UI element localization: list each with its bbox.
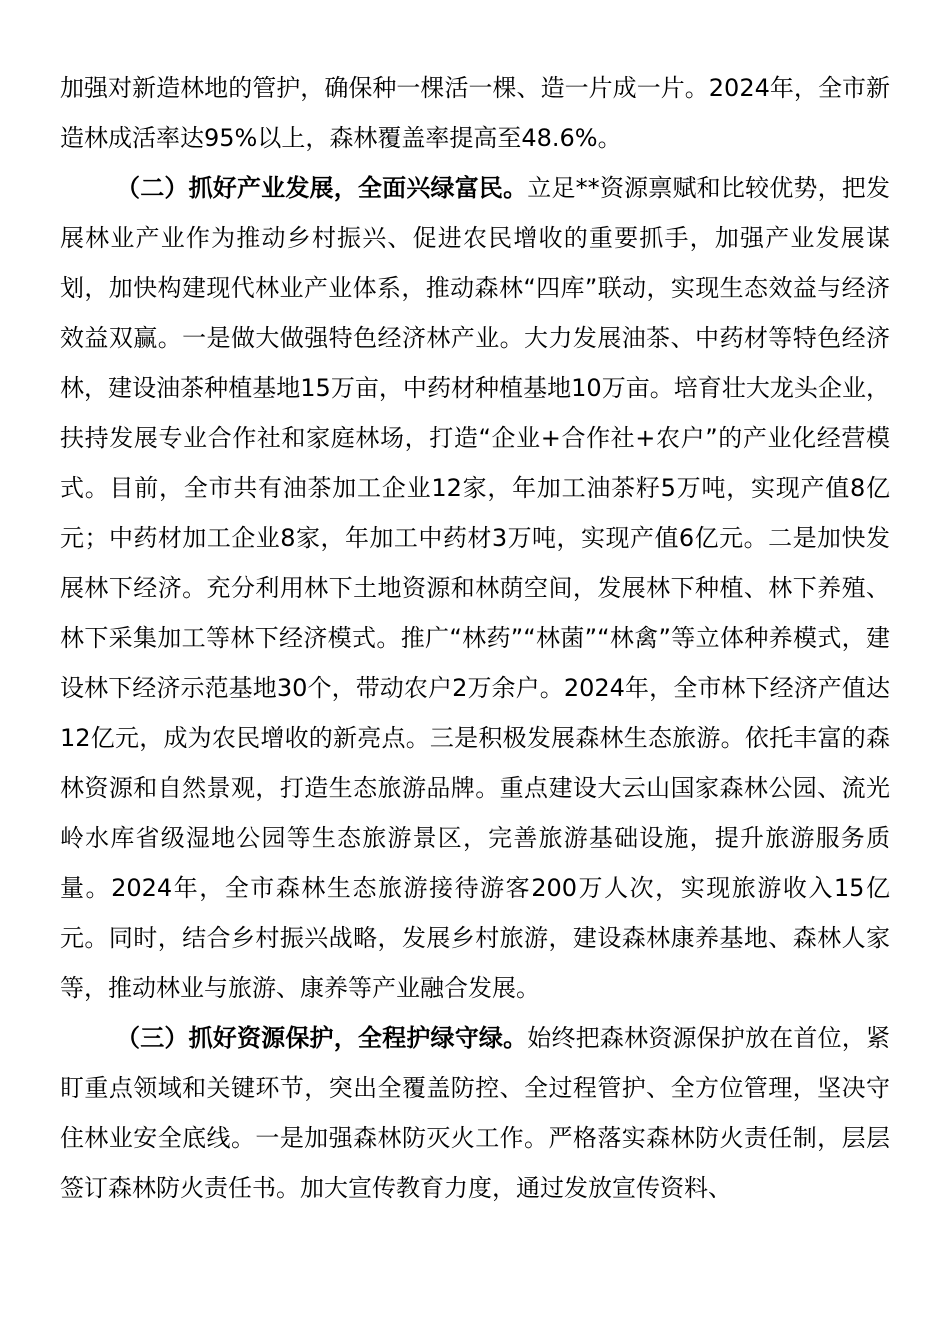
paragraph-1 [60,63,890,163]
paragraph-3-text: 始终把森林资源保护放在首位，紧盯重点领域和关键环节，突出全覆盖防控、全过程管护、全方位管理，坚决守住林业安全底线。一是加强森林防灭火工作。严格落实森林防火责任制，层层签订森林防火责任书。加大宣传教育力度，通过发放宣传资料、 [60,1024,891,1202]
section-heading-3: （三）抓好资源保护，全程护绿守绿。 [116,1024,528,1052]
document-page [60,63,890,1213]
paragraph-2-text: 立足**资源禀赋和比较优势，把发展林业产业作为推动乡村振兴、促进农民增收的重要抓手，加强产业发展谋划，加快构建现代林业产业体系，推动森林“四库”联动，实现生态效益与经济效益双赢。一是做大做强特色经济林产业。大力发展油茶、中药材等特色经济林，建设油茶种植基地15万亩，中药材种植基地10万亩。培育壮大龙头企业，扶持发展专业合作社和家庭林场，打造“企业+合作社+农户”的产业化经营模式。目前，全市共有油茶加工企业12家，年加工油茶籽5万吨，实现产值8亿元；中药材加工企业8家，年加工中药材3万吨，实现产值6亿元。二是加快发展林下经济。充分利用林下土地资源和林荫空间，发展林下种植、林下养殖、林下采集加工等林下经济模式。推广“林药”“林菌”“林禽”等立体种养模式，建设林下经济示范基地30个，带动农户2万余户。2024年，全市林下经济产值达12亿元，成为农民增收的新亮点。三是积极发展森林生态旅游。依托丰富的森林资源和自然景观，打造生态旅游品牌。重点建设大云山国家森林公园、流光岭水库省级湿地公园等生态旅游景区，完善旅游基础设施，提升旅游服务质量。2024年，全市森林生态旅游接待游客200万人次，实现旅游收入15亿元。同时，结合乡村振兴战略，发展乡村旅游，建设森林康养基地、森林人家等，推动林业与旅游、康养等产业融合发展。 [60,174,891,1002]
paragraph-3 [60,1013,890,1213]
paragraph-1-text: 加强对新造林地的管护，确保种一棵活一棵、造一片成一片。2024年，全市新造林成活率达95%以上，森林覆盖率提高至48.6%。 [60,74,890,152]
section-heading-2: （二）抓好产业发展，全面兴绿富民。 [116,174,528,202]
paragraph-2 [60,163,890,1013]
